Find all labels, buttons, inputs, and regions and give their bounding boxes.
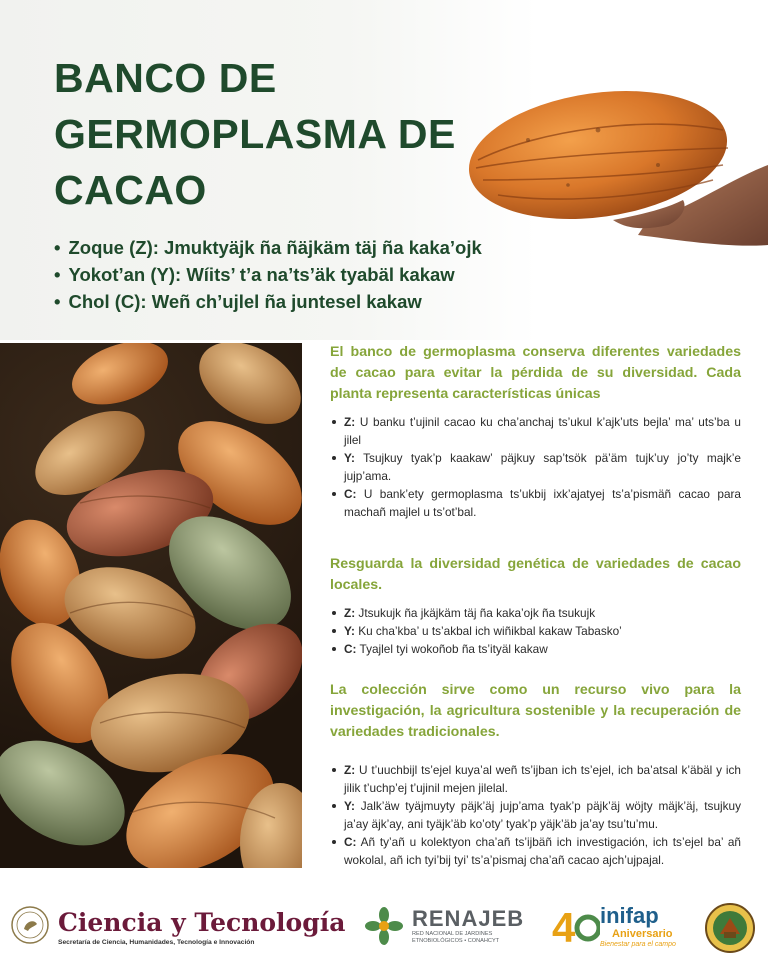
section-diversidad bbox=[330, 554, 741, 658]
section-coleccion bbox=[330, 680, 741, 869]
renajeb-flower-icon bbox=[364, 906, 404, 946]
cacao-pods-photo bbox=[0, 343, 302, 868]
language-zoque: • Zoque (Z): Jmuktyäjk ña ñäjkäm täj ña kaka’ojk bbox=[54, 234, 482, 261]
renajeb-logo-text: RENAJEB bbox=[412, 906, 525, 931]
renajeb-subtitle: RED NACIONAL DE JARDINES ETNOBIOLÓGICOS • CONAHCYT bbox=[412, 931, 500, 944]
section-3-lead: La colección sirve como un recurso vivo para la investigación, la agricultura sostenible y la recuperación de variedades tradicionales. bbox=[330, 682, 741, 740]
title-line-1: BANCO DE bbox=[54, 55, 277, 101]
list-item: C: U bank’ety germoplasma ts’ukbij ixk’ajatyej ts’a’pismäñ cacao para machañ majlel u ts’ot’bal. bbox=[330, 485, 741, 521]
ciencia-tecnologia-logo-text: Ciencia y Tecnología bbox=[58, 908, 346, 937]
inifap-40-icon bbox=[550, 902, 600, 950]
title-line-3: CACAO bbox=[54, 167, 207, 213]
state-emblem-icon bbox=[704, 902, 756, 954]
list-item: Y: Jalk’äw tyäjmuyty päjk’äj jujp’ama tyak’p päjk’äj wöjty mäjk’äj, tsujkuy ja’ay äjk’ay, ani tyäjk’äb ko’oty’ tyak’p yäjk’äb ja’ay tsu’tu’mu. bbox=[330, 797, 741, 833]
language-yokotan: • Yokot’an (Y): Wíits’ t’a na’ts’äk tyabäl kakaw bbox=[54, 261, 482, 288]
section-1-translations bbox=[330, 413, 741, 521]
list-item: Y: Tsujkuy tyak’p kaakaw’ päjkuy sap’tsök pä’äm tujk’uy jo’ty majk’e jujp’ama. bbox=[330, 449, 741, 485]
hand-holding-cacao-pod-image bbox=[448, 70, 768, 250]
section-1-lead: El banco de germoplasma conserva diferentes variedades de cacao para evitar la pérdida de su diversidad. Cada planta representa características únicas bbox=[330, 344, 741, 402]
section-germoplasma bbox=[330, 342, 741, 521]
language-list bbox=[54, 234, 482, 315]
inifap-logo-text: inifap bbox=[600, 903, 659, 928]
list-item: Z: U banku t’ujinil cacao ku cha’anchaj ts’ukul k’ajk’uts bejla’ ma’ uts’ba u jilel bbox=[330, 413, 741, 449]
ciencia-tecnologia-subtitle: Secretaría de Ciencia, Humanidades, Tecnología e Innovación bbox=[58, 939, 255, 946]
inifap-anniversary: Aniversario bbox=[612, 928, 673, 940]
list-item: C: Añ ty’añ u kolektyon cha’añ ts’ijbäñ ich investigación, ich ts’ejel ba’ añ wokolal, añ ich tyi’bij tyi’ ts’a’pismaj cha’añ cacao ajch’ujpajal. bbox=[330, 833, 741, 869]
list-item: Z: Jtsukujk ña jkäjkäm täj ña kaka’ojk ña tsukujk bbox=[330, 604, 741, 622]
footer-logos bbox=[0, 890, 768, 960]
title-line-2: GERMOPLASMA DE bbox=[54, 111, 456, 157]
svg-text:4: 4 bbox=[552, 904, 576, 950]
page-title bbox=[54, 50, 484, 218]
list-item: C: Tyajlel tyi wokoñob ña ts’ityäl kakaw bbox=[330, 640, 741, 658]
mexico-seal-icon bbox=[10, 905, 50, 945]
list-item: Y: Ku cha’kba’ u ts’akbal ich wiñikbal kakaw Tabasko’ bbox=[330, 622, 741, 640]
section-2-lead: Resguarda la diversidad genética de variedades de cacao locales. bbox=[330, 556, 741, 593]
section-3-translations bbox=[330, 761, 741, 869]
section-2-translations bbox=[330, 604, 741, 658]
inifap-slogan: Bienestar para el campo bbox=[600, 941, 676, 948]
language-chol: • Chol (C): Weñ ch’ujlel ña juntesel kakaw bbox=[54, 288, 482, 315]
list-item: Z: U t’uuchbijl ts’ejel kuya’al weñ ts’ijban ich ts’ejel, ich ba’atsal k’äbäl y ich jilik t’uchp’ej t’ujinil mejen jilelal. bbox=[330, 761, 741, 797]
